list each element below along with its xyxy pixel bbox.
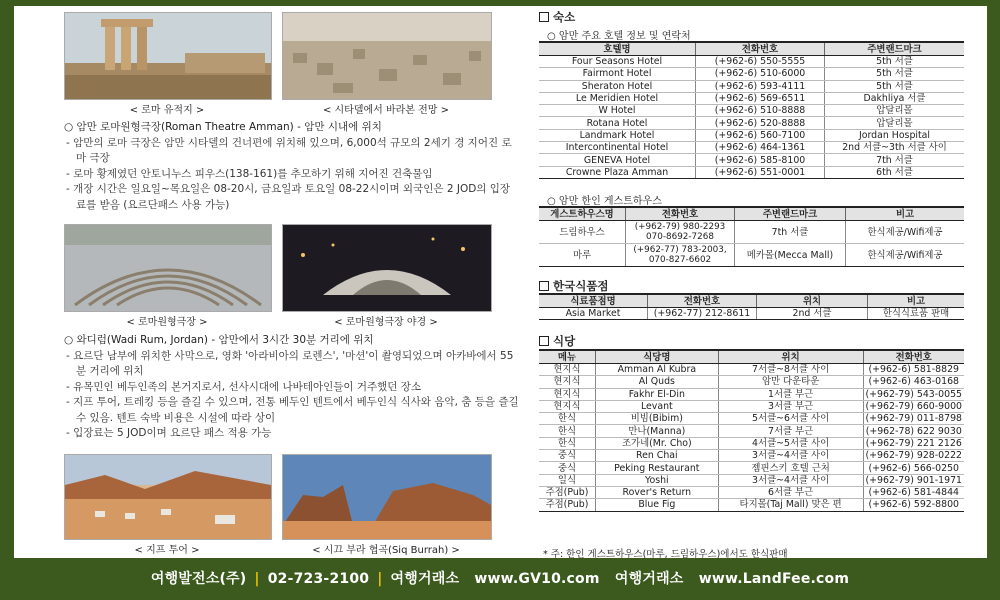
guest-note: 한식제공/Wifi제공 <box>846 244 965 267</box>
restaurant-location: 5서클~6서클 사이 <box>718 413 863 425</box>
table-row <box>539 486 964 498</box>
restaurant-name: Amman Al Kubra <box>595 364 718 376</box>
hotel-name: Rotana Hotel <box>539 117 696 129</box>
restaurant-phone: (+962-6) 581-8829 <box>863 364 964 376</box>
restaurant-location: 젬핀스키 호텔 근처 <box>718 462 863 474</box>
table-row <box>539 308 964 320</box>
hotel-landmark: 5th 서클 <box>825 68 965 80</box>
table-row <box>539 166 964 178</box>
restaurant-menu: 한식 <box>539 413 595 425</box>
hotel-name: Four Seasons Hotel <box>539 56 696 68</box>
grocery-location: 2nd 서클 <box>757 308 868 320</box>
restaurant-menu: 현지식 <box>539 376 595 388</box>
hotel-phone: (+962-6) 510-8888 <box>696 105 825 117</box>
restaurant-note: * 주: 한인 게스트하우스(마루, 드림하우스)에서도 한식판매 <box>543 549 788 560</box>
restaurant-name: 조가네(Mr. Cho) <box>595 437 718 449</box>
restaurant-name: Blue Fig <box>595 499 718 511</box>
restaurant-phone: (+962-6) 592-8800 <box>863 499 964 511</box>
siq-burrah-photo <box>282 454 492 540</box>
restaurant-menu: 중식 <box>539 450 595 462</box>
hotel-landmark: 5th 서클 <box>825 80 965 92</box>
restaurant-location: 7서클 부근 <box>718 425 863 437</box>
grocery-note: 한식식료품 판매 <box>868 308 965 320</box>
hotel-phone: (+962-6) 520-8888 <box>696 117 825 129</box>
table-row <box>539 105 964 117</box>
checkbox-square-icon <box>539 336 549 346</box>
table-row <box>539 117 964 129</box>
roman-ruins-photo <box>64 12 272 100</box>
hotel-landmark: 압달리몰 <box>825 105 965 117</box>
grocery-col-note: 비고 <box>868 294 965 308</box>
hotel-landmark: 2nd 서클~3th 서클 사이 <box>825 142 965 154</box>
guest-name: 마루 <box>539 244 626 267</box>
restaurant-name: Rover's Return <box>595 486 718 498</box>
checkbox-square-icon <box>539 12 549 22</box>
footer-separator: | <box>254 571 260 587</box>
guest-note: 한식제공/Wifi제공 <box>846 221 965 244</box>
restaurant-menu: 한식 <box>539 437 595 449</box>
guest-name: 드림하우스 <box>539 221 626 244</box>
theatre-night-photo <box>282 224 492 312</box>
guest-phone <box>626 221 735 244</box>
restaurant-name: Levant <box>595 400 718 412</box>
restaurant-location: 6서클 부근 <box>718 486 863 498</box>
hotel-phone: (+962-6) 510-6000 <box>696 68 825 80</box>
restaurant-phone: (+962-6) 566-0250 <box>863 462 964 474</box>
wadirum-bullet: - 요르단 남부에 위치한 사막으로, 영화 '아라비아의 로렌스', '마션'이 촬영되었으며 아카바에서 55분 거리에 위치 <box>66 349 514 377</box>
restaurant-location: 3서클~4서클 사이 <box>718 474 863 486</box>
grocery-col-name: 식료품점명 <box>539 294 648 308</box>
hotel-phone: (+962-6) 569-6511 <box>696 92 825 104</box>
lodging-section-title <box>539 9 575 25</box>
restaurant-section-title <box>539 333 575 349</box>
restaurant-phone: (+962-6) 463-0168 <box>863 376 964 388</box>
hotel-name: Landmark Hotel <box>539 129 696 141</box>
table-row <box>539 450 964 462</box>
restaurant-title: 식당 <box>553 334 576 348</box>
hotels-col-phone: 전화번호 <box>696 42 825 56</box>
restaurant-table <box>539 349 964 512</box>
hotels-col-name: 호텔명 <box>539 42 696 56</box>
table-row <box>539 388 964 400</box>
hotels-col-landmark: 주변랜드마크 <box>825 42 965 56</box>
wadirum-section <box>64 333 519 442</box>
wadirum-bullet: - 유목민인 베두인족의 본거지로서, 선사시대에 나바테아인들이 거주했던 장소 <box>66 380 422 393</box>
grocery-col-phone: 전화번호 <box>648 294 757 308</box>
restaurant-phone: (+962-79) 928-0222 <box>863 450 964 462</box>
wadirum-heading: ○ 와디럼(Wadi Rum, Jordan) - 암만에서 3시간 30분 거리에 위치 <box>64 334 374 346</box>
hotel-name: Fairmont Hotel <box>539 68 696 80</box>
theatre-photo <box>64 224 272 312</box>
table-row <box>539 400 964 412</box>
table-row <box>539 154 964 166</box>
restaurant-menu: 한식 <box>539 425 595 437</box>
hotel-phone: (+962-6) 560-7100 <box>696 129 825 141</box>
restaurant-name: 비빔(Bibim) <box>595 413 718 425</box>
table-row <box>539 80 964 92</box>
citadel-view-caption: < 시타델에서 바라본 전망 > <box>322 105 450 116</box>
table-row <box>539 364 964 376</box>
hotel-landmark: 압달리몰 <box>825 117 965 129</box>
restaurant-phone: (+962-79) 011-8798 <box>863 413 964 425</box>
restaurant-location: 7서클~8서클 사이 <box>718 364 863 376</box>
restaurant-name: Al Quds <box>595 376 718 388</box>
table-row <box>539 462 964 474</box>
guest-landmark: 메카몰(Mecca Mall) <box>735 244 846 267</box>
table-row <box>539 221 964 244</box>
guest-col-name: 게스트하우스명 <box>539 207 626 221</box>
restaurant-name: 만나(Manna) <box>595 425 718 437</box>
restaurant-name: Yoshi <box>595 474 718 486</box>
table-row <box>539 68 964 80</box>
theatre-section <box>64 120 519 213</box>
table-row <box>539 92 964 104</box>
theatre-night-caption: < 로마원형극장 야경 > <box>334 317 438 328</box>
restaurant-phone: (+962-79) 660-9000 <box>863 400 964 412</box>
roman-ruins-caption: < 로마 유적지 > <box>129 105 205 116</box>
guest-phone-1: (+962-79) 980-2293 <box>634 222 726 232</box>
citadel-view-photo <box>282 12 492 100</box>
restaurant-location: 1서클 부근 <box>718 388 863 400</box>
footer-company: 여행발전소(주) <box>150 571 247 587</box>
restaurant-menu: 현지식 <box>539 400 595 412</box>
restaurant-col-location: 위치 <box>718 350 863 364</box>
grocery-table <box>539 293 964 320</box>
restaurant-menu: 현지식 <box>539 364 595 376</box>
table-row <box>539 142 964 154</box>
restaurant-col-menu: 메뉴 <box>539 350 595 364</box>
hotel-landmark: Dakhliya 서클 <box>825 92 965 104</box>
restaurant-menu: 주점(Pub) <box>539 486 595 498</box>
hotel-landmark: Jordan Hospital <box>825 129 965 141</box>
document-page <box>14 6 987 558</box>
hotel-phone: (+962-6) 593-4111 <box>696 80 825 92</box>
restaurant-location: 3서클~4서클 사이 <box>718 450 863 462</box>
restaurant-menu: 일식 <box>539 474 595 486</box>
theatre-heading: ○ 암만 로마원형극장(Roman Theatre Amman) - 암만 시내에 위치 <box>64 121 382 133</box>
hotel-name: Le Meridien Hotel <box>539 92 696 104</box>
hotel-landmark: 5th 서클 <box>825 56 965 68</box>
restaurant-name: Fakhr El-Din <box>595 388 718 400</box>
table-row <box>539 56 964 68</box>
restaurant-menu: 주점(Pub) <box>539 499 595 511</box>
table-row <box>539 425 964 437</box>
guest-phone-1: (+962-77) 783-2003, <box>633 245 727 255</box>
theatre-bullet: - 로마 황제였던 안토니누스 피우스(138-161)를 추모하기 위해 지어진 건축물임 <box>66 167 433 180</box>
guest-phone-2: 070-8692-7268 <box>646 232 714 242</box>
restaurant-menu: 중식 <box>539 462 595 474</box>
left-column <box>64 6 519 558</box>
hotel-landmark: 7th 서클 <box>825 154 965 166</box>
grocery-name: Asia Market <box>539 308 648 320</box>
table-row <box>539 437 964 449</box>
hotel-phone: (+962-6) 464-1361 <box>696 142 825 154</box>
restaurant-col-name: 식당명 <box>595 350 718 364</box>
hotel-phone: (+962-6) 551-0001 <box>696 166 825 178</box>
guesthouse-table <box>539 206 964 267</box>
theatre-bullet: - 암만의 로마 극장은 암만 시타델의 건너편에 위치해 있으며, 6,000석 규모의 2세기 경 지어진 로마 극장 <box>66 136 512 164</box>
table-row <box>539 413 964 425</box>
restaurant-phone: (+962-6) 581-4844 <box>863 486 964 498</box>
restaurant-menu: 현지식 <box>539 388 595 400</box>
jeep-tour-photo <box>64 454 272 540</box>
hotel-phone: (+962-6) 550-5555 <box>696 56 825 68</box>
hotel-name: W Hotel <box>539 105 696 117</box>
table-row <box>539 474 964 486</box>
guest-col-landmark: 주변랜드마크 <box>735 207 846 221</box>
hotel-landmark: 6th 서클 <box>825 166 965 178</box>
footer-phone: 02-723-2100 <box>267 571 370 587</box>
grocery-title: 한국식품점 <box>553 279 609 293</box>
hotel-name: Intercontinental Hotel <box>539 142 696 154</box>
table-row <box>539 129 964 141</box>
hotels-subheading: ○ 암만 주요 호텔 정보 및 연락처 <box>547 31 691 42</box>
wadirum-bullet: - 지프 투어, 트레킹 등을 즐길 수 있으며, 전통 베두인 텐트에서 베두인식 식사와 음악, 춤 등을 즐길 수 있음. 텐트 숙박 비용은 시설에 따라 상이 <box>66 396 519 424</box>
restaurant-phone: (+962-79) 221 2126 <box>863 437 964 449</box>
guest-phone <box>626 244 735 267</box>
restaurant-phone: (+962-78) 622 9030 <box>863 425 964 437</box>
restaurant-name: Ren Chai <box>595 450 718 462</box>
guest-phone-2: 070-827-6602 <box>648 255 712 265</box>
hotel-phone: (+962-6) 585-8100 <box>696 154 825 166</box>
footer-link-landfee[interactable]: www.LandFee.com <box>698 571 850 587</box>
jeep-tour-caption: < 지프 투어 > <box>134 545 200 556</box>
restaurant-location: 3서클 부근 <box>718 400 863 412</box>
restaurant-location: 4서클~5서클 사이 <box>718 437 863 449</box>
table-row <box>539 376 964 388</box>
right-column <box>525 6 977 558</box>
hotel-name: Crowne Plaza Amman <box>539 166 696 178</box>
theatre-bullet: - 개장 시간은 일요일~목요일은 08-20시, 금요일과 토요일 08-22시이며 외국인은 2 JOD의 입장료를 받음 (요르단패스 사용 가능) <box>66 183 511 211</box>
theatre-caption: < 로마원형극장 > <box>126 317 208 328</box>
hotel-name: Sheraton Hotel <box>539 80 696 92</box>
guest-col-phone: 전화번호 <box>626 207 735 221</box>
restaurant-phone: (+962-79) 543-0055 <box>863 388 964 400</box>
siq-burrah-caption: < 시끄 부라 협곡(Siq Burrah) > <box>312 545 460 556</box>
grocery-col-location: 위치 <box>757 294 868 308</box>
hotels-table <box>539 41 964 179</box>
restaurant-col-phone: 전화번호 <box>863 350 964 364</box>
grocery-section-title <box>539 278 609 294</box>
footer-link-gv10[interactable]: www.GV10.com <box>474 571 600 587</box>
checkbox-square-icon <box>539 281 549 291</box>
guest-col-note: 비고 <box>846 207 965 221</box>
footer-bar <box>0 568 1000 588</box>
table-row <box>539 499 964 511</box>
grocery-phone: (+962-77) 212-8611 <box>648 308 757 320</box>
footer-label-2: 여행거래소 <box>614 571 684 587</box>
footer-separator: | <box>377 571 383 587</box>
wadirum-bullet: - 입장료는 5 JOD이며 요르단 패스 적용 가능 <box>66 427 272 439</box>
restaurant-name: Peking Restaurant <box>595 462 718 474</box>
hotel-name: GENEVA Hotel <box>539 154 696 166</box>
guesthouse-subheading: ○ 암만 한인 게스트하우스 <box>547 196 662 207</box>
restaurant-phone: (+962-79) 901-1971 <box>863 474 964 486</box>
restaurant-location: 타지몰(Taj Mall) 맞은 편 <box>718 499 863 511</box>
footer-label-1: 여행거래소 <box>390 571 460 587</box>
table-row <box>539 244 964 267</box>
restaurant-location: 암만 다운타운 <box>718 376 863 388</box>
lodging-title: 숙소 <box>553 10 576 24</box>
guest-landmark: 7th 서클 <box>735 221 846 244</box>
